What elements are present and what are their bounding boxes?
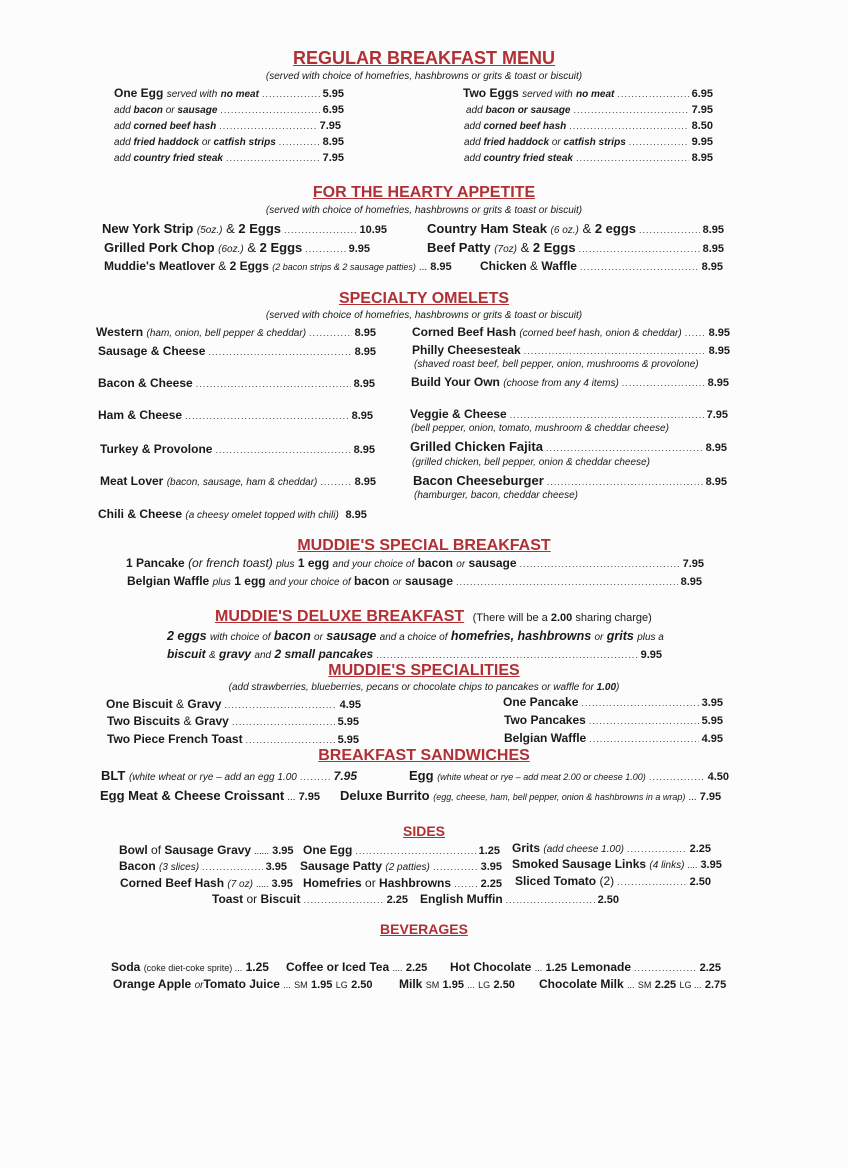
hearty-appetite-title: FOR THE HEARTY APPETITE [312, 184, 536, 201]
beverage-item: Chocolate Milk ... SM 2.25 LG ... 2.75 [539, 977, 727, 991]
specialities-subtitle: (add strawberries, blueberries, pecans or chocolate chips to pancakes or waffle for 1.00) [228, 682, 620, 693]
menu-item: add corned beef hash ..... 7.95 [114, 120, 341, 132]
menu-item: Country Ham Steak (6 oz.) & 2 eggs ..... 8.95 [427, 221, 724, 236]
menu-item: Two Eggs served with no meat ..... 6.95 [463, 86, 713, 100]
menu-item: Homefries or Hashbrowns ..... 2.25 [303, 876, 502, 890]
menu-item: Bowl of Sausage Gravy ...... 3.95 [119, 843, 294, 857]
menu-item: Bacon & Cheese ..... 8.95 [98, 376, 375, 390]
menu-item: add fried haddock or catfish strips ..... 8.95 [114, 136, 344, 148]
menu-item: Egg (white wheat or rye – add meat 2.00 or cheese 1.00) ..... 4.50 [409, 768, 729, 783]
menu-item: One Pancake ..... 3.95 [503, 695, 723, 709]
menu-item: Meat Lover (bacon, sausage, ham & cheddar) ..... 8.95 [100, 474, 376, 488]
menu-item: Corned Beef Hash (7 oz) ..... 3.95 [120, 876, 293, 890]
menu-item: Two Piece French Toast ..... 5.95 [107, 732, 359, 746]
menu-item: biscuit & gravy and 2 small pancakes ..... 9.95 [167, 647, 662, 661]
menu-item: One Biscuit & Gravy ..... 4.95 [106, 697, 361, 711]
menu-item: One Egg served with no meat ..... 5.95 [114, 86, 344, 100]
menu-item: Toast or Biscuit ..... 2.25 [212, 892, 408, 906]
menu-item: Two Biscuits & Gravy ..... 5.95 [107, 714, 359, 728]
deluxe-breakfast-header: MUDDIE'S DELUXE BREAKFAST (There will be a 2.00 sharing charge) [215, 608, 652, 625]
special-breakfast-title: MUDDIE'S SPECIAL BREAKFAST [297, 537, 551, 554]
regular-breakfast-title: REGULAR BREAKFAST MENU [292, 48, 555, 68]
deluxe-line-1: 2 eggs with choice of bacon or sausage and a choice of homefries, hashbrowns or grits plus a [167, 629, 664, 643]
menu-item: Grilled Chicken Fajita ..... 8.95 [410, 439, 727, 454]
specialty-omelets-title: SPECIALTY OMELETS [338, 290, 510, 307]
menu-item: Philly Cheesesteak ..... 8.95 [412, 343, 730, 357]
menu-item: BLT (white wheat or rye – add an egg 1.00 ..... 7.95 [101, 768, 357, 783]
menu-item: Muddie's Meatlover & 2 Eggs (2 bacon strips & 2 sausage patties) ... 8.95 [104, 259, 452, 273]
menu-item: Sliced Tomato (2) ..... 2.50 [515, 874, 711, 888]
regular-breakfast-subtitle: (served with choice of homefries, hashbrowns or grits & toast or biscuit) [265, 71, 583, 82]
specialty-omelets-subtitle: (served with choice of homefries, hashbrowns or grits & toast or biscuit) [265, 310, 583, 321]
deluxe-breakfast-title: MUDDIE'S DELUXE BREAKFAST [215, 608, 465, 625]
menu-item: Bacon Cheeseburger ..... 8.95 [413, 473, 727, 488]
menu-item: Grits (add cheese 1.00) ..... 2.25 [512, 841, 711, 855]
beverage-item: Orange Apple orTomato Juice ... SM 1.95 LG 2.50 [113, 977, 373, 991]
menu-item: Two Pancakes ..... 5.95 [504, 713, 723, 727]
menu-item: Turkey & Provolone ..... 8.95 [100, 442, 375, 456]
menu-item: add country fried steak ..... 8.95 [464, 152, 713, 164]
menu-item: Deluxe Burrito (egg, cheese, ham, bell pepper, onion & hashbrowns in a wrap) ... 7.95 [340, 788, 722, 803]
hearty-appetite-subtitle: (served with choice of homefries, hashbrowns or grits & toast or biscuit) [265, 205, 583, 216]
beverage-item: Coffee or Iced Tea .... 2.25 [286, 960, 428, 974]
menu-item: Western (ham, onion, bell pepper & cheddar) ..... 8.95 [96, 325, 376, 339]
menu-item: Grilled Pork Chop (6oz.) & 2 Eggs ..... 9.95 [104, 240, 370, 255]
menu-item: Bacon (3 slices) ..... 3.95 [119, 859, 287, 873]
beverage-item: Lemonade ..... 2.25 [571, 960, 721, 974]
menu-item: Build Your Own (choose from any 4 items) ..... 8.95 [411, 375, 729, 389]
menu-item: One Egg ..... 1.25 [303, 843, 500, 857]
menu-item: Beef Patty (7oz) & 2 Eggs ..... 8.95 [427, 240, 724, 255]
menu-item: Sausage & Cheese ..... 8.95 [98, 344, 376, 358]
item-description: (grilled chicken, bell pepper, onion & cheddar cheese) [412, 457, 650, 468]
menu-item: add country fried steak ..... 7.95 [114, 152, 344, 164]
menu-item: Egg Meat & Cheese Croissant ... 7.95 [100, 788, 320, 803]
menu-item: Smoked Sausage Links (4 links) .... 3.95 [512, 857, 722, 871]
menu-item: English Muffin ..... 2.50 [420, 892, 619, 906]
menu-item: Corned Beef Hash (corned beef hash, onion & cheddar) ..... 8.95 [412, 325, 730, 339]
menu-item: Chili & Cheese (a cheesy omelet topped with chili) 8.95 [98, 507, 367, 521]
menu-item: Belgian Waffle plus 1 egg and your choice of bacon or sausage ..... 8.95 [127, 574, 702, 588]
breakfast-sandwiches-title: BREAKFAST SANDWICHES [318, 747, 530, 764]
menu-item: Veggie & Cheese ..... 7.95 [410, 407, 728, 421]
menu-item: Chicken & Waffle ..... 8.95 [480, 259, 723, 273]
specialities-title: MUDDIE'S SPECIALITIES [328, 662, 520, 679]
menu-item: add bacon or sausage ..... 7.95 [466, 104, 713, 116]
menu-item: add fried haddock or catfish strips ..... 9.95 [464, 136, 713, 148]
menu-item: 1 Pancake (or french toast) plus 1 egg and your choice of bacon or sausage ..... 7.95 [126, 556, 704, 570]
menu-item: Ham & Cheese ..... 8.95 [98, 408, 373, 422]
sides-title: SIDES [402, 823, 445, 839]
beverage-item: Hot Chocolate ... 1.25 [450, 960, 567, 974]
beverages-title: BEVERAGES [380, 921, 468, 937]
menu-item: add bacon or sausage ..... 6.95 [114, 104, 344, 116]
item-description: (bell pepper, onion, tomato, mushroom & cheddar cheese) [411, 423, 669, 434]
beverage-item: Soda (coke diet-coke sprite) ... 1.25 [111, 960, 269, 974]
menu-item: Sausage Patty (2 patties) ..... 3.95 [300, 859, 502, 873]
beverage-item: Milk SM 1.95 ... LG 2.50 [399, 977, 515, 991]
menu-item: add corned beef hash ..... 8.50 [464, 120, 713, 132]
menu-item: New York Strip (5oz.) & 2 Eggs ..... 10.95 [102, 221, 387, 236]
item-description: (shaved roast beef, bell pepper, onion, mushrooms & provolone) [414, 359, 699, 370]
item-description: (hamburger, bacon, cheddar cheese) [414, 490, 578, 501]
menu-item: Belgian Waffle ..... 4.95 [504, 731, 723, 745]
